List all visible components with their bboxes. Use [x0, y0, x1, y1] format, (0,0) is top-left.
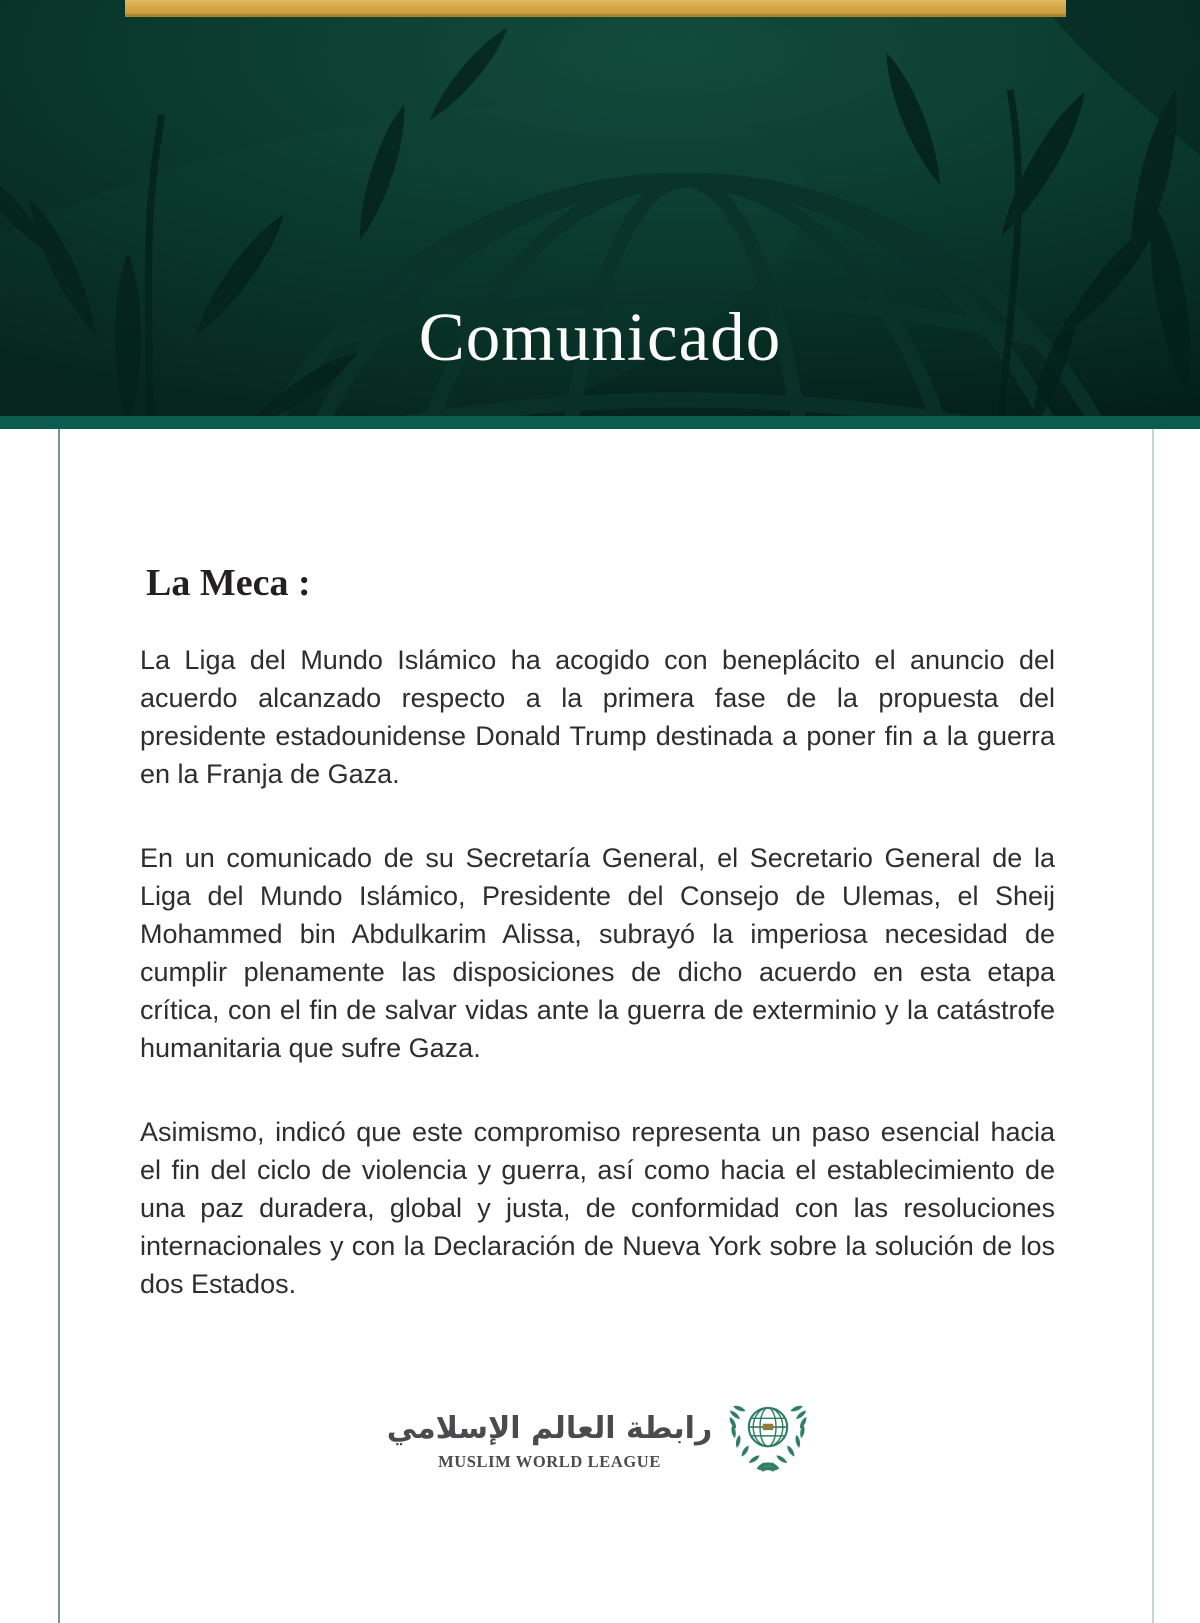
- header-divider-band: [0, 416, 1200, 429]
- kaaba-icon: [763, 1424, 773, 1430]
- hero-header: [0, 0, 1200, 416]
- paragraph-3: Asimismo, indicó que este compromiso representa un paso esencial hacia el fin del ciclo de violencia y guerra, así como hacia el establecimiento de una paz duradera, global y justa, de conformidad con las resoluciones internacionales y con la Declaración de Nueva York sobre la solución de los dos Estados.: [140, 1117, 1055, 1299]
- dateline-heading: La Meca :: [146, 562, 311, 604]
- page-title: Comunicado: [418, 299, 782, 375]
- globe-wreath-emblem-icon: [728, 1395, 808, 1472]
- mwl-wordmark: MUSLIM WORLD LEAGUE: [438, 1452, 661, 1471]
- document-body: [0, 429, 1200, 1472]
- wreath-icon: [728, 1404, 808, 1471]
- mwl-arabic-wordmark: رابطة العالم الإسلامي: [386, 1411, 713, 1446]
- mwl-logo-text: [387, 1409, 713, 1472]
- paragraph-1: La Liga del Mundo Islámico ha acogido con beneplácito el anuncio del acuerdo alcanzado respecto a la primera fase de la propuesta del presidente estadounidense Donald Trump destinada a poner fin a la guerra en la Franja de Gaza.: [140, 645, 1055, 789]
- mwl-logo: [140, 1395, 1055, 1472]
- paragraph-2: En un comunicado de su Secretaría General, el Secretario General de la Liga del Mundo Islámico, Presidente del Consejo de Ulemas, el Sheij Mohammed bin Abdulkarim Alissa, subrayó la imperiosa necesidad de cumplir plenamente las disposiciones de dicho acuerdo en esta etapa crítica, con el fin de salvar vidas ante la guerra de exterminio y la catástrofe humanitaria que sufre Gaza.: [140, 843, 1055, 1063]
- gold-accent-bar: [125, 0, 1066, 17]
